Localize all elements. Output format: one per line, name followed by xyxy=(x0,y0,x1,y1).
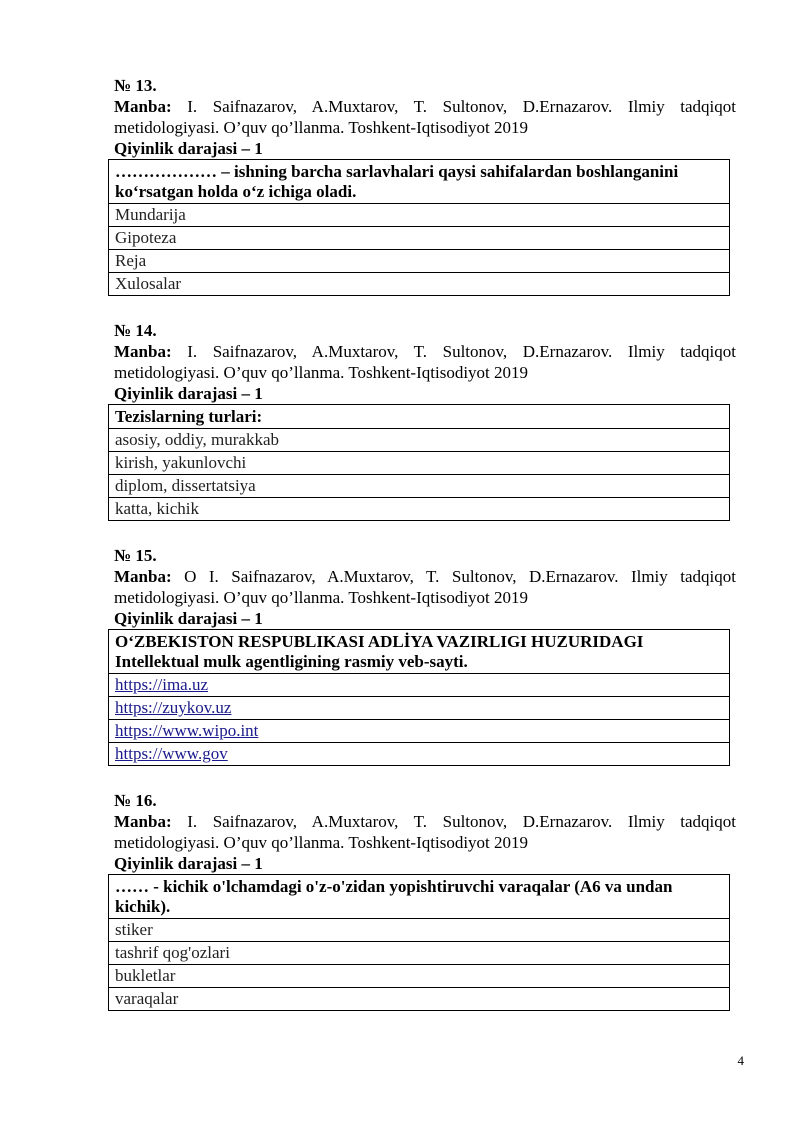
answer-option: Gipoteza xyxy=(109,227,730,250)
answer-option: varaqalar xyxy=(109,988,730,1011)
question-number: № 13. xyxy=(114,76,157,95)
answer-option-link[interactable]: https://www.gov xyxy=(109,743,730,766)
source-text: I. Saifnazarov, A.Muxtarov, T. Sultonov, D.Ernazarov. Ilmiy tadqiqot metidologiyasi. O’quv qo’llanma. Toshkent-Iqtisodiyot 2019 xyxy=(114,812,736,852)
question-prompt: O‘ZBEKISTON RESPUBLIKASI ADLİYA VAZIRLIGI HUZURIDAGI Intellektual mulk agentligining rasmiy veb-sayti. xyxy=(109,630,730,674)
question-table xyxy=(108,404,730,521)
question-prompt: …… - kichik o'lchamdagi o'z-o'zidan yopishtiruvchi varaqalar (A6 va undan kichik). xyxy=(109,875,730,919)
question-prompt: Tezislarning turlari: xyxy=(109,405,730,429)
answer-option: stiker xyxy=(109,919,730,942)
question-table xyxy=(108,629,730,766)
question-number: № 14. xyxy=(114,321,157,340)
answer-option: katta, kichik xyxy=(109,498,730,521)
difficulty-level: Qiyinlik darajasi – 1 xyxy=(114,609,263,628)
question-table xyxy=(108,159,730,296)
answer-option: asosiy, oddiy, murakkab xyxy=(109,429,730,452)
source-label: Manba: xyxy=(114,567,172,586)
question-table xyxy=(108,874,730,1011)
question-prompt: ……………… – ishning barcha sarlavhalari qaysi sahifalardan boshlanganini ko‘rsatgan holda o‘z ichiga oladi. xyxy=(109,160,730,204)
answer-option: Reja xyxy=(109,250,730,273)
question-source xyxy=(114,566,736,608)
source-text: O I. Saifnazarov, A.Muxtarov, T. Sultonov, D.Ernazarov. Ilmiy tadqiqot metidologiyasi. O’quv qo’llanma. Toshkent-Iqtisodiyot 2019 xyxy=(114,567,736,607)
answer-option-link[interactable]: https://ima.uz xyxy=(109,674,730,697)
answer-option: Xulosalar xyxy=(109,273,730,296)
page-number: 4 xyxy=(737,1053,744,1068)
question-source xyxy=(114,96,736,138)
answer-option-link[interactable]: https://www.wipo.int xyxy=(109,720,730,743)
source-text: I. Saifnazarov, A.Muxtarov, T. Sultonov, D.Ernazarov. Ilmiy tadqiqot metidologiyasi. O’quv qo’llanma. Toshkent-Iqtisodiyot 2019 xyxy=(114,342,736,382)
source-label: Manba: xyxy=(114,97,172,116)
source-text: I. Saifnazarov, A.Muxtarov, T. Sultonov, D.Ernazarov. Ilmiy tadqiqot metidologiyasi. O’quv qo’llanma. Toshkent-Iqtisodiyot 2019 xyxy=(114,97,736,137)
question-16 xyxy=(114,790,736,1011)
difficulty-level: Qiyinlik darajasi – 1 xyxy=(114,139,263,158)
answer-option: kirish, yakunlovchi xyxy=(109,452,730,475)
answer-option: diplom, dissertatsiya xyxy=(109,475,730,498)
document-page xyxy=(114,75,736,1035)
source-label: Manba: xyxy=(114,812,172,831)
question-14 xyxy=(114,320,736,521)
question-number: № 16. xyxy=(114,791,157,810)
source-label: Manba: xyxy=(114,342,172,361)
answer-option: tashrif qog'ozlari xyxy=(109,942,730,965)
difficulty-level: Qiyinlik darajasi – 1 xyxy=(114,854,263,873)
question-number: № 15. xyxy=(114,546,157,565)
question-13 xyxy=(114,75,736,296)
difficulty-level: Qiyinlik darajasi – 1 xyxy=(114,384,263,403)
question-15 xyxy=(114,545,736,766)
question-source xyxy=(114,341,736,383)
answer-option: Mundarija xyxy=(109,204,730,227)
answer-option-link[interactable]: https://zuykov.uz xyxy=(109,697,730,720)
question-source xyxy=(114,811,736,853)
answer-option: bukletlar xyxy=(109,965,730,988)
